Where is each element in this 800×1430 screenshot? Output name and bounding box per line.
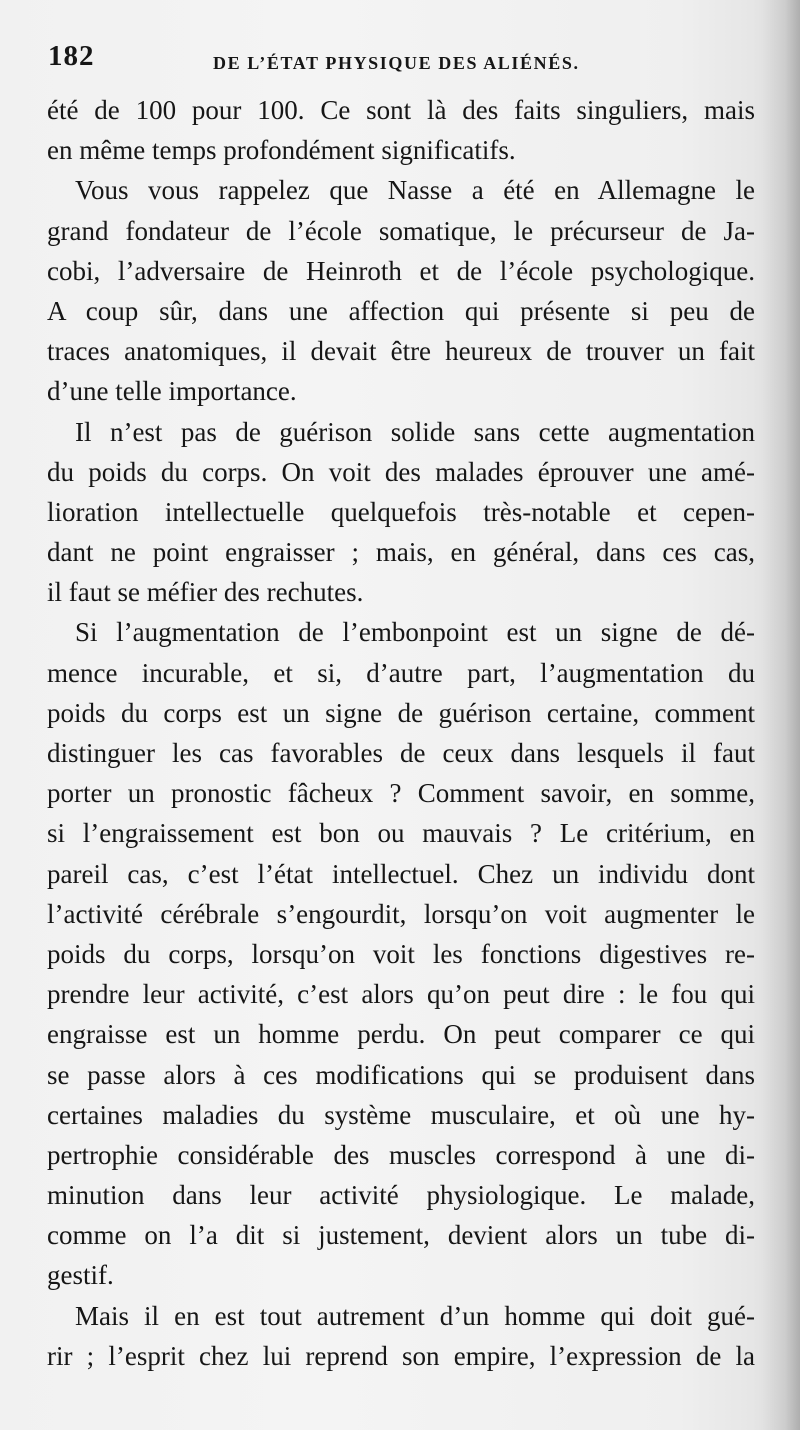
text-line: cobi, l’adversaire de Heinroth et de l’école psychologique. [47, 255, 755, 286]
text-line: dant ne point engraisser ; mais, en général, dans ces cas, [47, 537, 755, 568]
text-line: Il n’est pas de guérison solide sans cette augmentation [75, 416, 755, 447]
text-line: Vous vous rappelez que Nasse a été en Allemagne le [75, 175, 755, 206]
text-line: Mais il en est tout autrement d’un homme qui doit gué- [75, 1300, 755, 1331]
text-line: se passe alors à ces modifications qui se produisent dans [47, 1059, 755, 1090]
text-line: poids du corps est un signe de guérison certaine, comment [47, 697, 755, 728]
text-line: distinguer les cas favorables de ceux dans lesquels il faut [47, 738, 755, 768]
text-line: traces anatomiques, il devait être heureux de trouver un fait [47, 336, 755, 367]
text-line: pertrophie considérable des muscles correspond à une di- [47, 1139, 755, 1170]
text-line: poids du corps, lorsqu’on voit les fonctions digestives re- [47, 938, 755, 969]
text-line: prendre leur activité, c’est alors qu’on peut dire : le fou qui [47, 979, 755, 1010]
page-number: 182 [48, 40, 95, 72]
text-line: il faut se méfier des rechutes. [47, 577, 364, 608]
text-line: mence incurable, et si, d’autre part, l’augmentation du [47, 657, 755, 688]
running-title: DE L’ÉTAT PHYSIQUE DES ALIÉNÉS. [213, 53, 580, 73]
text-line: Si l’augmentation de l’embonpoint est un signe de dé- [75, 617, 755, 648]
text-line: grand fondateur de l’école somatique, le précurseur de Ja- [47, 215, 755, 246]
text-line: rir ; l’esprit chez lui reprend son empire, l’expression de la [47, 1340, 755, 1371]
text-line: comme on l’a dit si justement, devient alors un tube di- [47, 1220, 755, 1251]
text-line: été de 100 pour 100. Ce sont là des faits singuliers, mais [47, 95, 755, 125]
text-line: en même temps profondément significatifs. [47, 135, 516, 166]
text-line: du poids du corps. On voit des malades éprouver une amé- [47, 456, 755, 487]
text-line: l’activité cérébrale s’engourdit, lorsqu’on voit augmenter le [47, 898, 755, 929]
text-line: lioration intellectuelle quelquefois très-notable et cepen- [47, 496, 755, 527]
text-line: si l’engraissement est bon ou mauvais ? Le critérium, en [47, 818, 755, 849]
text-line: d’une telle importance. [47, 376, 297, 407]
text-line: pareil cas, c’est l’état intellectuel. Chez un individu dont [47, 858, 755, 889]
text-line: porter un pronostic fâcheux ? Comment savoir, en somme, [47, 778, 755, 809]
text-line: engraisse est un homme perdu. On peut comparer ce qui [47, 1019, 755, 1050]
text-line: gestif. [47, 1260, 114, 1291]
page-header [48, 40, 754, 80]
text-line: certaines maladies du système musculaire, et où une hy- [47, 1099, 755, 1130]
text-line: A coup sûr, dans une affection qui présente si peu de [47, 295, 755, 326]
body-text [47, 90, 755, 1376]
text-line: minution dans leur activité physiologique. Le malade, [47, 1180, 755, 1211]
